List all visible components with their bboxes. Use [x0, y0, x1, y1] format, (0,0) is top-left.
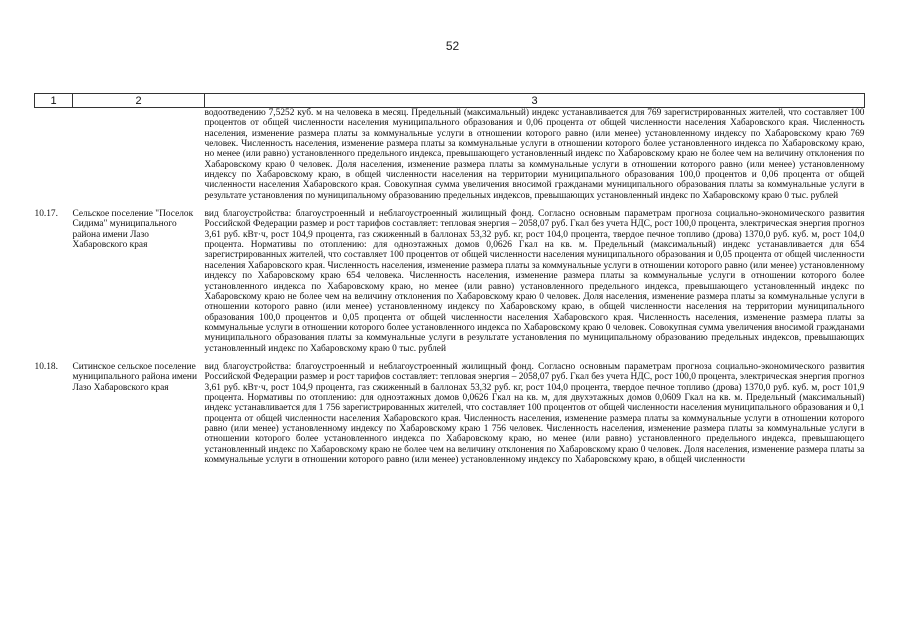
column-header-1: 1 — [35, 94, 73, 108]
row-municipality: Ситинское сельское поселение муниципального района имени Лазо Хабаровского края — [72, 361, 197, 393]
row-municipality — [73, 108, 205, 206]
row-description: вид благоустройства: благоустроенный и неблагоустроенный жилищный фонд. Согласно основным параметрам прогноза социально-экономического развития Российской Федерации размер и рост тарифов составляет: тепловая энергия – 2058,07 руб. Гкал без учета НДС, рост 100,0 процента, электрическая энергия прогноз 3,61 руб. кВт·ч, рост 104,9 процента, газ сжиженный в баллонах 53,32 руб. кг, рост 104,0 процента, твердое печное топливо (дрова) 1370,0 руб. куб. м, рост 104,0 процента. Нормативы по отоплению: для одноэтажных домов 0,0626 Гкал на кв. м. Предельный (максимальный) индекс устанавливается для 654 зарегистрированных жителей, что составляет 100 процентов от общей численности населения муниципального образования и 0,05 процента от общей численности населения Хабаровского края. Численность населения, изменение размера платы за коммунальные услуги в отношении которого равно (или менее) установленному индексу по Хабаровскому краю 654 человека. Численность населения, изменение размера платы за коммунальные услуги в отношении которого более установленного индекса по Хабаровскому краю, но менее (или равно) установленного предельного индекса, превышающего установленный индекс по Хабаровскому краю не более чем на величину отклонения по Хабаровскому краю 0 человек. Доля населения, изменение размера платы за коммунальные услуги в отношении которого равно (или менее) установленному индексу по Хабаровскому краю, в общей численности населения на территории муниципального образования 100,0 процентов и 0,05 процента от общей численности населения Хабаровского края. Численность населения, изменение размера платы за коммунальные услуги в отношении которого более установленного индекса по Хабаровскому краю 0 человек. Совокупная сумма увеличения вносимой гражданами муниципального образования платы за коммунальные услуги в результате установления по муниципальному образованию предельных индексов, превышающих установленный индекс по Хабаровскому краю 0 тыс. рублей — [204, 209, 865, 354]
column-header-3: 3 — [205, 94, 865, 108]
row-number: 10.17. — [34, 209, 58, 220]
table-row — [35, 358, 865, 465]
row-municipality: Сельское поселение "Поселок Сидима" муниципального района имени Лазо Хабаровского края — [72, 209, 194, 251]
data-table — [34, 93, 865, 465]
page-number: 52 — [445, 39, 460, 53]
column-header-2: 2 — [73, 94, 205, 108]
table-row — [35, 108, 865, 206]
row-description: водоотведению 7,5252 куб. м на человека в месяц. Предельный (максимальный) индекс устанавливается для 769 зарегистрированных жителей, что составляет 100 процентов от общей численности населения муниципального образования и 0,06 процента от общей численности населения Хабаровского края. Численность населения, изменение размера платы за коммунальные услуги в отношении которого равно (или менее) установленному индексу по Хабаровскому краю 769 человек. Численность населения, изменение размера платы за коммунальные услуги в отношении которого более установленного индекса по Хабаровскому краю, но менее (или равно) установленного предельного индекса, превышающего установленный индекс по Хабаровскому краю не более чем на величину отклонения по Хабаровскому краю 0 человек. Доля населения, изменение размера платы за коммунальные услуги в отношении которого равно (или менее) установленному индексу по Хабаровскому краю, в общей численности населения на территории муниципального образования 100,0 процентов и 0,06 процента от общей численности населения Хабаровского края. Совокупная сумма увеличения вносимой гражданами муниципального образования платы за коммунальные услуги в результате установления по муниципальному образованию предельных индексов, превышающих установленный индекс по Хабаровскому краю 0 тыс. рублей — [204, 108, 865, 201]
table-header-row — [35, 94, 865, 108]
row-number — [35, 108, 73, 206]
row-number: 10.18. — [34, 361, 58, 372]
table-row — [35, 205, 865, 358]
row-description: вид благоустройства: благоустроенный и неблагоустроенный жилищный фонд. Согласно основным параметрам прогноза социально-экономического развития Российской Федерации размер и рост тарифов составляет: тепловая энергия – 2058,07 руб. Гкал без учета НДС, рост 100,0 процента, электрическая энергия прогноз 3,61 руб. кВт·ч, рост 104,9 процента, газ сжиженный в баллонах 53,32 руб. кг, рост 104,0 процента, твердое печное топливо (дрова) 1370,0 руб. куб. м, рост 101,9 процента. Нормативы по отоплению: для одноэтажных домов 0,0626 Гкал на кв. м, для двухэтажных домов 0,0609 Гкал на кв. м. Предельный (максимальный) индекс устанавливается для 1 756 зарегистрированных жителей, что составляет 100 процентов от общей численности населения муниципального образования и 0,1 процента от общей численности населения Хабаровского края. Численность населения, изменение размера платы за коммунальные услуги в отношении которого равно (или менее) установленному индексу по Хабаровскому краю 1 756 человек. Численность населения, изменение размера платы за коммунальные услуги в отношении которого более установленного индекса по Хабаровскому краю, но менее (или равно) установленного предельного индекса, превышающего установленный индекс по Хабаровскому краю не более чем на величину отклонения по Хабаровскому краю 0 человек. Доля населения, изменение размера платы за коммунальные услуги в отношении которого равно (или менее) установленному индексу по Хабаровскому краю, в общей численности — [204, 361, 865, 465]
